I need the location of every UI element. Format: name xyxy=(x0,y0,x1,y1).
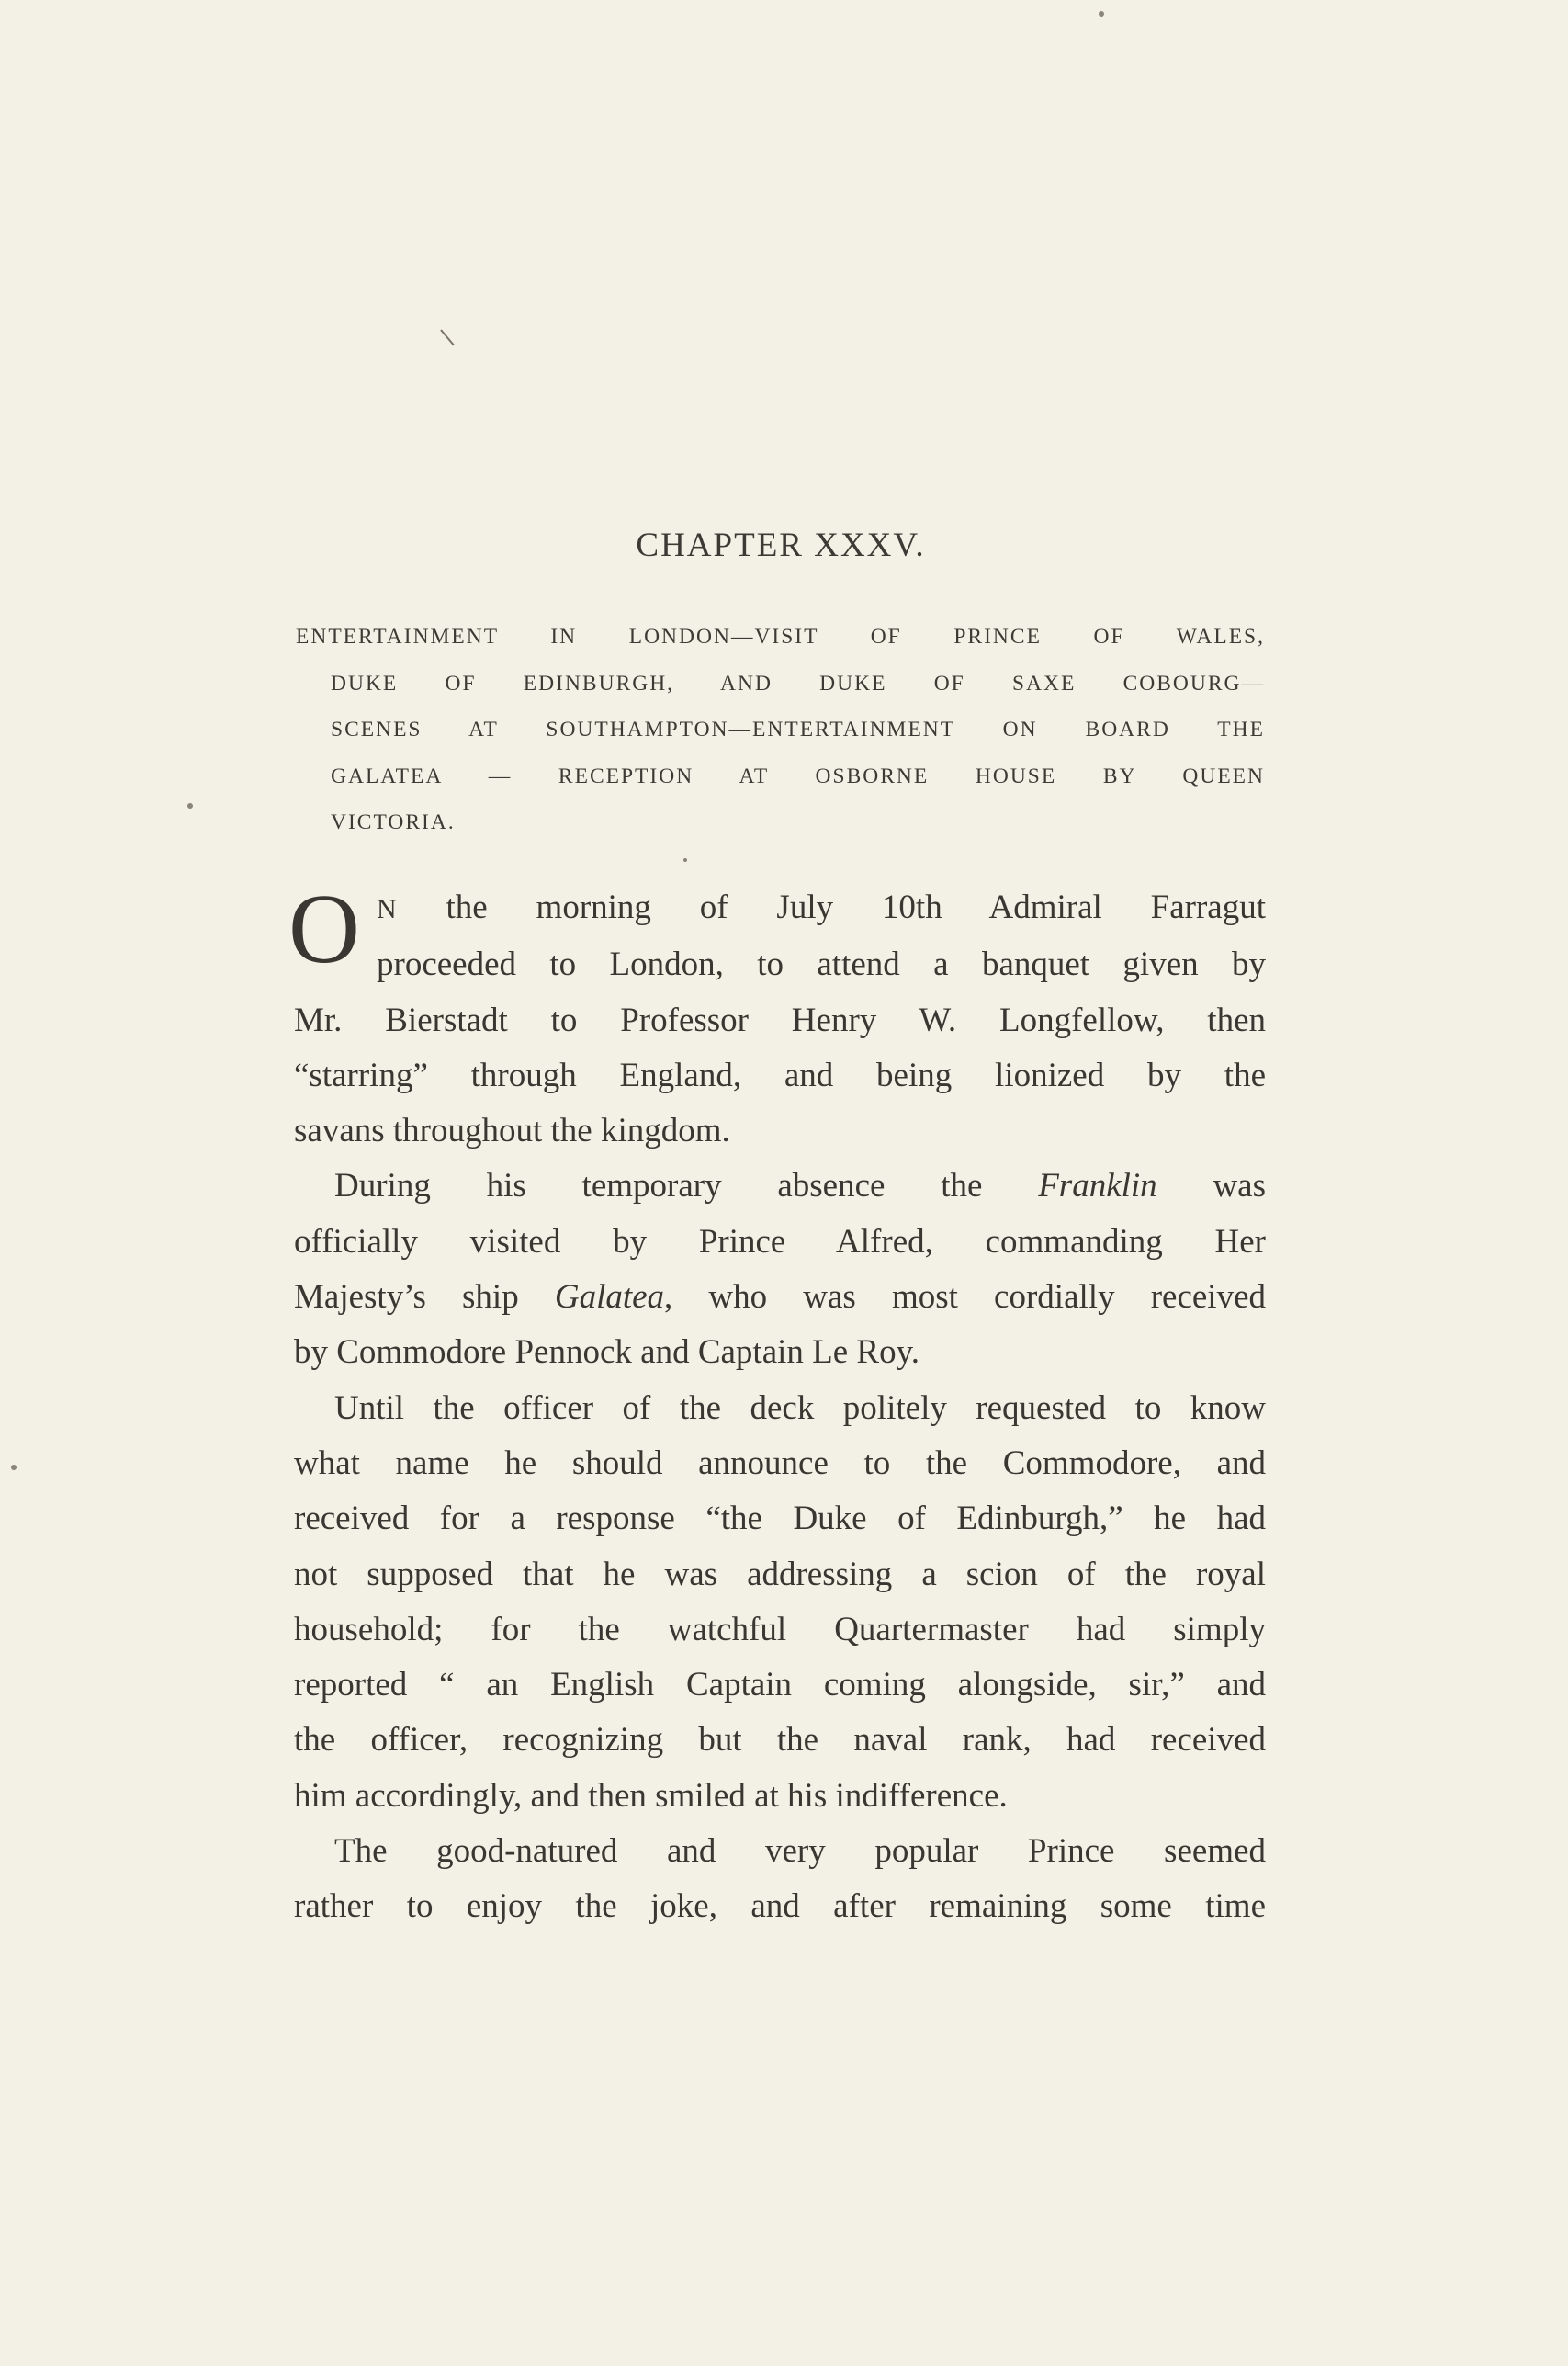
text-line: what name he should announce to the Commodore, and xyxy=(294,1443,1266,1482)
text-line xyxy=(294,880,1266,937)
synopsis-line: DUKE OF EDINBURGH, AND DUKE OF SAXE COBOURG— xyxy=(331,671,1265,696)
synopsis-line: ENTERTAINMENT IN LONDON—VISIT OF PRINCE OF WALES, xyxy=(296,625,1265,649)
text-line: reported “ an English Captain coming alongside, sir,” and xyxy=(294,1666,1266,1704)
text-line: not supposed that he was addressing a scion of the royal xyxy=(294,1555,1266,1593)
paragraph xyxy=(288,875,1266,1159)
chapter-body xyxy=(288,875,1266,1935)
text-line: officially visited by Prince Alfred, commanding Her xyxy=(294,1222,1266,1261)
page-speck xyxy=(683,858,687,862)
text-line: “starring” through England, and being lionized by the xyxy=(294,1056,1266,1094)
chapter-title: CHAPTER XXXV. xyxy=(636,526,926,564)
page-speck xyxy=(1099,11,1104,17)
page-speck xyxy=(11,1465,17,1470)
paragraph xyxy=(294,1824,1266,1935)
text-line: savans throughout the kingdom. xyxy=(294,1112,730,1150)
synopsis-line: VICTORIA. xyxy=(331,810,456,834)
text-line: him accordingly, and then smiled at his indifference. xyxy=(294,1776,1008,1815)
text-line: rather to enjoy the joke, and after remaining some time xyxy=(294,1887,1266,1926)
synopsis-line: SCENES AT SOUTHAMPTON—ENTERTAINMENT ON BOARD THE xyxy=(331,718,1265,741)
text-run: , who was most cordially received xyxy=(664,1278,1266,1317)
chapter-synopsis xyxy=(296,614,1265,846)
text-line: received for a response “the Duke of Edinburgh,” he had xyxy=(294,1500,1266,1538)
text-line xyxy=(294,1270,1266,1325)
text-line: Until the officer of the deck politely requested to know xyxy=(334,1388,1266,1427)
ship-name: Galatea xyxy=(554,1278,665,1317)
text-run: Majesty’s ship xyxy=(294,1278,555,1317)
text-line xyxy=(294,1159,1266,1214)
text-line: household; for the watchful Quartermaster had simply xyxy=(294,1610,1266,1648)
text-line: the officer, recognizing but the naval rank, had received xyxy=(294,1721,1266,1760)
synopsis-line: GALATEA — RECEPTION AT OSBORNE HOUSE BY QUEEN xyxy=(331,764,1265,788)
paragraph xyxy=(294,1381,1266,1824)
text-run: was xyxy=(1156,1167,1266,1206)
page-mark xyxy=(440,329,455,345)
text-line: The good-natured and very popular Prince seemed xyxy=(334,1832,1266,1871)
text-run: the morning of July 10th Admiral Farragut xyxy=(397,889,1266,926)
text-line: Mr. Bierstadt to Professor Henry W. Longfellow, then xyxy=(294,1001,1266,1039)
lead-letter: N xyxy=(377,894,398,924)
drop-cap: O xyxy=(288,875,360,984)
text-line: proceeded to London, to attend a banquet given by xyxy=(377,945,1266,984)
text-run: During his temporary absence the xyxy=(334,1167,1039,1206)
text-line: by Commodore Pennock and Captain Le Roy. xyxy=(294,1333,919,1372)
ship-name: Franklin xyxy=(1038,1167,1157,1206)
paragraph xyxy=(294,1159,1266,1380)
page-speck xyxy=(187,803,193,809)
